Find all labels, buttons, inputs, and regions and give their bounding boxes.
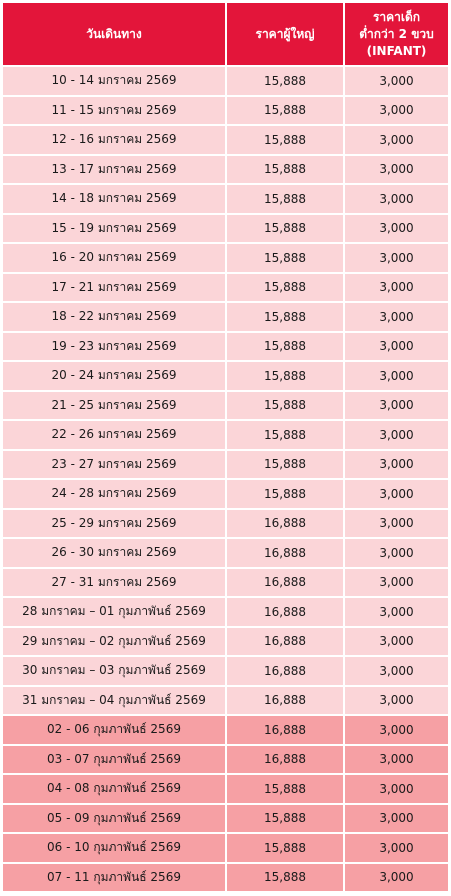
infant-price-cell: 3,000 <box>345 67 448 95</box>
table-row <box>3 421 448 449</box>
infant-price-cell: 3,000 <box>345 775 448 803</box>
infant-price-cell: 3,000 <box>345 244 448 272</box>
table-row <box>3 628 448 656</box>
table-header <box>3 3 448 65</box>
infant-price-cell: 3,000 <box>345 628 448 656</box>
adult-price-cell: 15,888 <box>227 97 343 125</box>
table-row <box>3 746 448 774</box>
table-row <box>3 156 448 184</box>
infant-price-cell: 3,000 <box>345 421 448 449</box>
table-row <box>3 451 448 479</box>
adult-price-cell: 15,888 <box>227 392 343 420</box>
infant-price-cell: 3,000 <box>345 126 448 154</box>
infant-price-cell: 3,000 <box>345 834 448 862</box>
adult-price-cell: 15,888 <box>227 451 343 479</box>
infant-price-cell: 3,000 <box>345 687 448 715</box>
table-row <box>3 67 448 95</box>
table-row <box>3 687 448 715</box>
infant-price-cell: 3,000 <box>345 274 448 302</box>
adult-price-cell: 15,888 <box>227 864 343 892</box>
header-row <box>3 3 448 65</box>
travel-date-cell: 22 - 26 มกราคม 2569 <box>3 421 225 449</box>
travel-date-cell: 23 - 27 มกราคม 2569 <box>3 451 225 479</box>
infant-price-cell: 3,000 <box>345 746 448 774</box>
table-row <box>3 333 448 361</box>
travel-date-cell: 24 - 28 มกราคม 2569 <box>3 480 225 508</box>
table-row <box>3 480 448 508</box>
adult-price-cell: 15,888 <box>227 67 343 95</box>
travel-date-cell: 19 - 23 มกราคม 2569 <box>3 333 225 361</box>
adult-price-cell: 15,888 <box>227 805 343 833</box>
table-row <box>3 392 448 420</box>
table-row <box>3 97 448 125</box>
table-row <box>3 126 448 154</box>
table-row <box>3 864 448 892</box>
infant-price-cell: 3,000 <box>345 805 448 833</box>
travel-date-cell: 18 - 22 มกราคม 2569 <box>3 303 225 331</box>
travel-date-cell: 27 - 31 มกราคม 2569 <box>3 569 225 597</box>
column-header-infant-price <box>345 3 448 65</box>
travel-date-cell: 16 - 20 มกราคม 2569 <box>3 244 225 272</box>
adult-price-cell: 15,888 <box>227 215 343 243</box>
adult-price-cell: 15,888 <box>227 185 343 213</box>
travel-date-cell: 13 - 17 มกราคม 2569 <box>3 156 225 184</box>
adult-price-cell: 16,888 <box>227 746 343 774</box>
adult-price-cell: 15,888 <box>227 156 343 184</box>
adult-price-cell: 15,888 <box>227 333 343 361</box>
adult-price-cell: 15,888 <box>227 274 343 302</box>
adult-price-cell: 15,888 <box>227 834 343 862</box>
travel-date-cell: 26 - 30 มกราคม 2569 <box>3 539 225 567</box>
infant-header-line-3: (INFANT) <box>366 43 427 58</box>
travel-date-cell: 20 - 24 มกราคม 2569 <box>3 362 225 390</box>
table-row <box>3 303 448 331</box>
travel-date-cell: 14 - 18 มกราคม 2569 <box>3 185 225 213</box>
adult-price-cell: 16,888 <box>227 628 343 656</box>
travel-date-cell: 29 มกราคม – 02 กุมภาพันธ์ 2569 <box>3 628 225 656</box>
infant-price-cell: 3,000 <box>345 303 448 331</box>
infant-price-cell: 3,000 <box>345 480 448 508</box>
travel-date-cell: 07 - 11 กุมภาพันธ์ 2569 <box>3 864 225 892</box>
travel-date-cell: 30 มกราคม – 03 กุมภาพันธ์ 2569 <box>3 657 225 685</box>
adult-price-cell: 15,888 <box>227 480 343 508</box>
table-row <box>3 598 448 626</box>
adult-price-cell: 16,888 <box>227 510 343 538</box>
infant-header-line-2: ต่ำกว่า 2 ขวบ <box>359 26 434 41</box>
table-row <box>3 274 448 302</box>
travel-date-cell: 05 - 09 กุมภาพันธ์ 2569 <box>3 805 225 833</box>
adult-price-cell: 15,888 <box>227 362 343 390</box>
price-table-container <box>1 1 450 893</box>
infant-header-line-1: ราคาเด็ก <box>372 9 421 24</box>
adult-price-cell: 16,888 <box>227 539 343 567</box>
travel-date-cell: 12 - 16 มกราคม 2569 <box>3 126 225 154</box>
travel-date-cell: 25 - 29 มกราคม 2569 <box>3 510 225 538</box>
infant-price-cell: 3,000 <box>345 510 448 538</box>
adult-price-cell: 16,888 <box>227 598 343 626</box>
adult-price-cell: 15,888 <box>227 303 343 331</box>
infant-price-cell: 3,000 <box>345 864 448 892</box>
infant-price-cell: 3,000 <box>345 716 448 744</box>
departure-price-table <box>1 1 450 893</box>
infant-price-cell: 3,000 <box>345 451 448 479</box>
table-row <box>3 657 448 685</box>
table-row <box>3 244 448 272</box>
infant-price-cell: 3,000 <box>345 215 448 243</box>
table-row <box>3 215 448 243</box>
infant-price-cell: 3,000 <box>345 657 448 685</box>
adult-price-cell: 15,888 <box>227 775 343 803</box>
infant-price-cell: 3,000 <box>345 598 448 626</box>
adult-price-cell: 16,888 <box>227 569 343 597</box>
travel-date-cell: 04 - 08 กุมภาพันธ์ 2569 <box>3 775 225 803</box>
table-body <box>3 67 448 891</box>
adult-price-cell: 15,888 <box>227 421 343 449</box>
travel-date-cell: 17 - 21 มกราคม 2569 <box>3 274 225 302</box>
table-row <box>3 185 448 213</box>
travel-date-cell: 28 มกราคม – 01 กุมภาพันธ์ 2569 <box>3 598 225 626</box>
infant-price-cell: 3,000 <box>345 392 448 420</box>
infant-price-cell: 3,000 <box>345 333 448 361</box>
travel-date-cell: 06 - 10 กุมภาพันธ์ 2569 <box>3 834 225 862</box>
infant-price-cell: 3,000 <box>345 539 448 567</box>
travel-date-cell: 15 - 19 มกราคม 2569 <box>3 215 225 243</box>
travel-date-cell: 03 - 07 กุมภาพันธ์ 2569 <box>3 746 225 774</box>
infant-price-cell: 3,000 <box>345 97 448 125</box>
table-row <box>3 569 448 597</box>
travel-date-cell: 31 มกราคม – 04 กุมภาพันธ์ 2569 <box>3 687 225 715</box>
adult-price-cell: 16,888 <box>227 716 343 744</box>
table-row <box>3 834 448 862</box>
table-row <box>3 805 448 833</box>
adult-price-cell: 16,888 <box>227 687 343 715</box>
travel-date-cell: 21 - 25 มกราคม 2569 <box>3 392 225 420</box>
table-row <box>3 539 448 567</box>
table-row <box>3 775 448 803</box>
adult-price-cell: 15,888 <box>227 244 343 272</box>
travel-date-cell: 10 - 14 มกราคม 2569 <box>3 67 225 95</box>
table-row <box>3 362 448 390</box>
infant-price-cell: 3,000 <box>345 569 448 597</box>
table-row <box>3 716 448 744</box>
adult-price-cell: 15,888 <box>227 126 343 154</box>
travel-date-cell: 11 - 15 มกราคม 2569 <box>3 97 225 125</box>
infant-price-cell: 3,000 <box>345 185 448 213</box>
table-row <box>3 510 448 538</box>
infant-price-cell: 3,000 <box>345 362 448 390</box>
column-header-adult-price: ราคาผู้ใหญ่ <box>227 3 343 65</box>
infant-price-cell: 3,000 <box>345 156 448 184</box>
column-header-travel-date: วันเดินทาง <box>3 3 225 65</box>
travel-date-cell: 02 - 06 กุมภาพันธ์ 2569 <box>3 716 225 744</box>
adult-price-cell: 16,888 <box>227 657 343 685</box>
